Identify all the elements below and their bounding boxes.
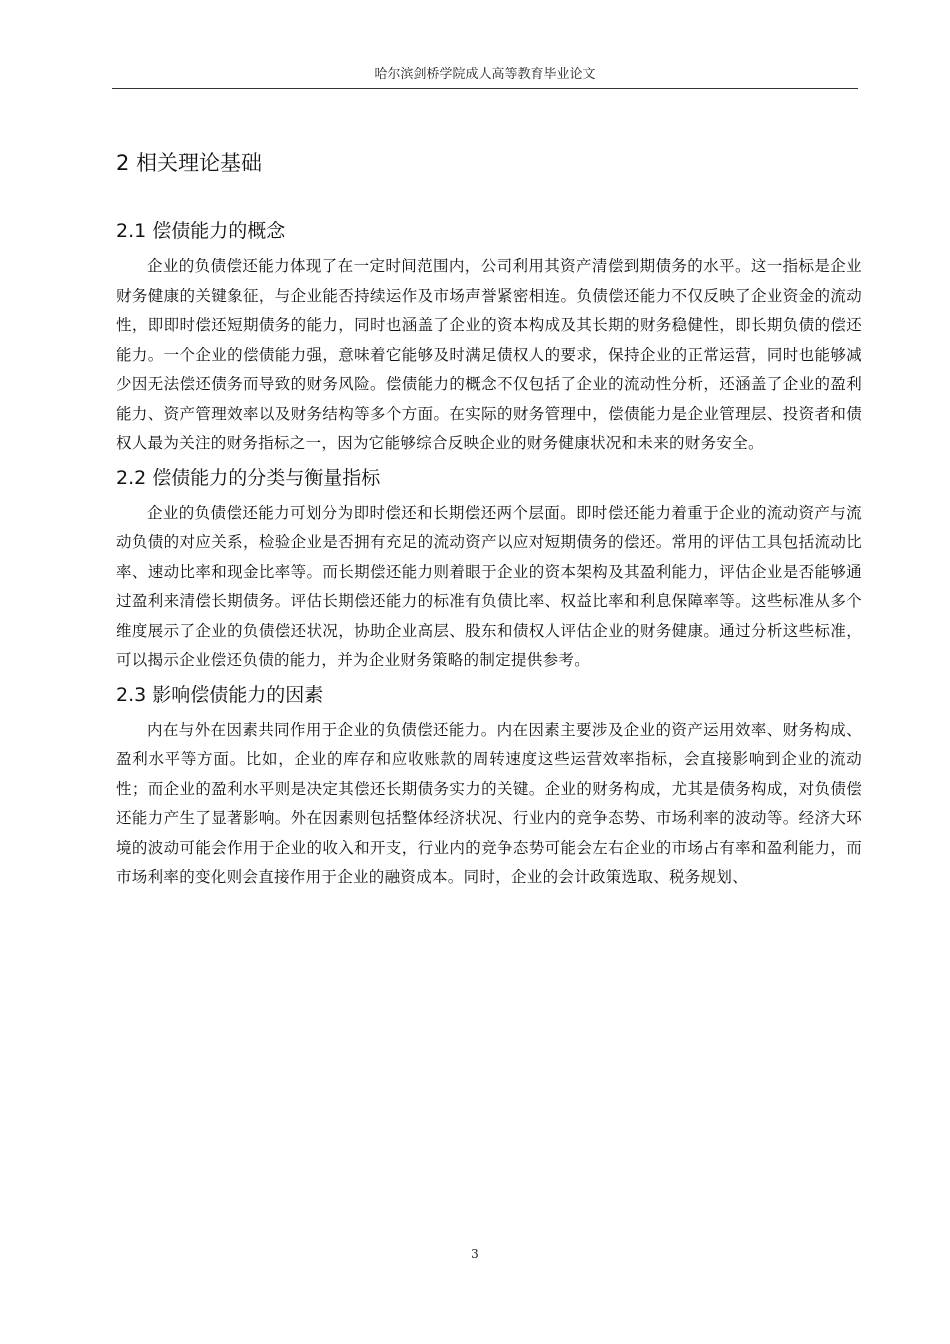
section-title-2-2: 2.2 偿债能力的分类与衡量指标 [116,466,381,489]
page-body [116,146,862,897]
section-2-3-paragraph: 内在与外在因素共同作用于企业的负债偿还能力。内在因素主要涉及企业的资产运用效率、财务构成、盈利水平等方面。比如，企业的库存和应收账款的周转速度这些运营效率指标，会直接影响到企业的流动性；而企业的盈利水平则是决定其偿还长期债务实力的关键。企业的财务构成，尤其是债务构成，对负债偿还能力产生了显著影响。外在因素则包括整体经济状况、行业内的竞争态势、市场利率的波动等。经济大环境的波动可能会作用于企业的收入和开支，行业内的竞争态势可能会左右企业的市场占有率和盈利能力，而市场利率的变化则会直接作用于企业的融资成本。同时，企业的会计政策选取、税务规划、 [116,720,862,886]
section-2-1-paragraph: 企业的负债偿还能力体现了在一定时间范围内，公司利用其资产清偿到期债务的水平。这一指标是企业财务健康的关键象征，与企业能否持续运作及市场声誉紧密相连。负债偿还能力不仅反映了企业资金的流动性，即即时偿还短期债务的能力，同时也涵盖了企业的资本构成及其长期的财务稳健性，即长期负债的偿还能力。一个企业的偿债能力强，意味着它能够及时满足债权人的要求，保持企业的正常运营，同时也能够减少因无法偿还债务而导致的财务风险。偿债能力的概念不仅包括了企业的流动性分析，还涵盖了企业的盈利能力、资产管理效率以及财务结构等多个方面。在实际的财务管理中，偿债能力是企业管理层、投资者和债权人最为关注的财务指标之一，因为它能够综合反映企业的财务健康状况和未来的财务安全。 [116,257,862,452]
section-title-2-1: 2.1 偿债能力的概念 [116,220,286,242]
running-header: 哈尔滨剑桥学院成人高等教育毕业论文 [112,62,858,89]
page-number: 3 [471,1247,479,1261]
section-title-2-3: 2.3 影响偿债能力的因素 [116,683,324,706]
section-2-2-paragraph: 企业的负债偿还能力可划分为即时偿还和长期偿还两个层面。即时偿还能力着重于企业的流动资产与流动负债的对应关系，检验企业是否拥有充足的流动资产以应对短期债务的偿还。常用的评估工具包括流动比率、速动比率和现金比率等。而长期偿还能力则着眼于企业的资本架构及其盈利能力，评估企业是否能够通过盈利来清偿长期债务。评估长期偿还能力的标准有负债比率、权益比率和利息保障率等。这些标准从多个维度展示了企业的负债偿还状况，协助企业高层、股东和债权人评估企业的财务健康。通过分析这些标准，可以揭示企业偿还负债的能力，并为企业财务策略的制定提供参考。 [116,503,862,669]
chapter-title: 2 相关理论基础 [116,151,263,175]
